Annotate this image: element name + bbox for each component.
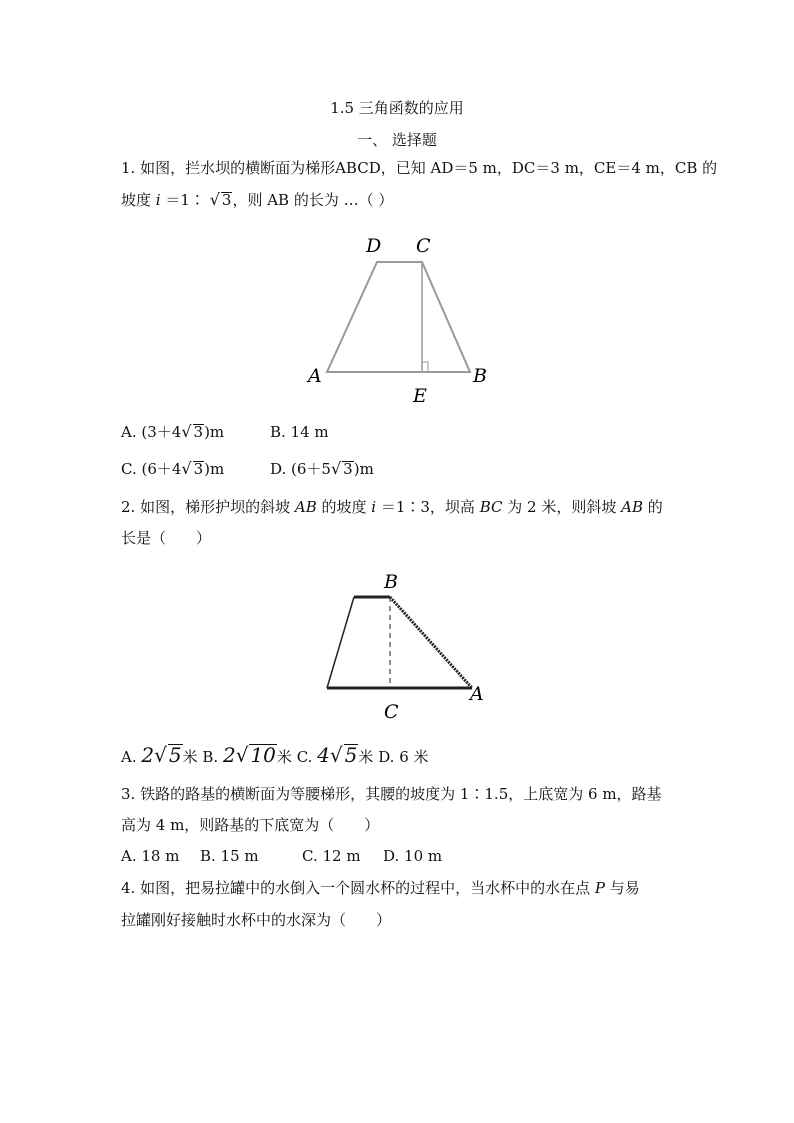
- option-text: )m: [204, 460, 225, 478]
- option-a-coef: 2: [141, 743, 155, 767]
- radicand: 3: [193, 423, 204, 441]
- radicand: 5: [344, 743, 358, 767]
- label-a: A: [470, 683, 484, 705]
- q2-text: 的坡度: [316, 498, 372, 516]
- q4-text: 与易: [604, 879, 640, 897]
- q3-option-b: B. 15 m: [200, 847, 259, 865]
- option-text: )m: [204, 423, 225, 441]
- q3-option-a: A. 18 m: [121, 847, 180, 865]
- q4-line2: 拉罐刚好接触时水杯中的水深为（ ）: [121, 911, 392, 929]
- sqrt-expression: √ 10: [235, 743, 276, 767]
- label-a: A: [308, 365, 322, 387]
- left-slope: [327, 597, 354, 688]
- q3-line2: 高为 4 m，则路基的下底宽为（ ）: [121, 816, 380, 834]
- radicand: 3: [343, 460, 353, 478]
- q2-var: AB: [621, 498, 643, 516]
- q1-option-b: B. 14 m: [270, 423, 329, 441]
- radicand: 10: [250, 743, 276, 767]
- trapezoid-abcd: [327, 262, 470, 372]
- label-b: B: [384, 571, 398, 593]
- section-heading: 一、 选择题: [357, 131, 437, 149]
- option-d: D. 6 米: [378, 748, 429, 766]
- option-a-label: A.: [121, 748, 142, 766]
- radicand: 3: [221, 191, 232, 209]
- q2-dam-figure: [310, 560, 500, 730]
- option-c-coef: 4: [317, 743, 330, 767]
- radicand: 3: [193, 460, 204, 478]
- label-c: C: [416, 235, 431, 257]
- q1-text: ＝1∶: [160, 191, 210, 209]
- sqrt-expression: √ 3: [181, 422, 204, 441]
- label-c: C: [384, 701, 399, 723]
- q1-text: ，则 AB 的长为 …（ ）: [232, 191, 394, 209]
- q2-line2: 长是（ ）: [121, 529, 212, 547]
- q1-option-d: [270, 459, 374, 479]
- radicand: 5: [168, 743, 182, 767]
- q1-line1: 1. 如图，拦水坝的横断面为梯形ABCD，已知 AD＝5 m，DC＝3 m，CE＝4 m，CB 的: [121, 159, 718, 177]
- q4-var-p: P: [594, 879, 605, 897]
- q2-var: BC: [479, 498, 503, 516]
- q2-text: 2. 如图，梯形护坝的斜坡: [121, 498, 295, 516]
- q2-text: 的: [642, 498, 663, 516]
- q2-text: 为 2 米，则斜坡: [502, 498, 622, 516]
- q4-text: 4. 如图，把易拉罐中的水倒入一个圆水杯的过程中，当水杯中的水在点: [121, 879, 595, 897]
- label-e: E: [413, 385, 427, 407]
- sqrt-expression: √ 3: [330, 459, 353, 478]
- label-d: D: [366, 235, 382, 257]
- q2-options: [121, 744, 429, 767]
- q1-line2: [121, 190, 393, 210]
- option-c-unit: 米: [358, 748, 374, 766]
- q2-text: ＝1∶3，坝高: [376, 498, 480, 516]
- sqrt-expression: √ 3: [181, 459, 204, 478]
- q4-line1: [121, 878, 640, 898]
- option-b-unit: 米: [276, 748, 292, 766]
- option-text: A. (3＋4: [121, 423, 182, 441]
- option-a-unit: 米: [182, 748, 198, 766]
- option-text: C. (6＋4: [121, 460, 182, 478]
- sqrt-expression: √ 5: [329, 743, 358, 767]
- right-angle-mark: [422, 362, 428, 372]
- option-text: D. (6＋5: [270, 460, 331, 478]
- option-c-label: C.: [296, 748, 318, 766]
- q1-var-i: i: [155, 191, 161, 209]
- option-text: )m: [353, 460, 374, 478]
- q2-var: i: [371, 498, 377, 516]
- q1-option-c: [121, 459, 224, 479]
- label-b: B: [473, 365, 487, 387]
- sqrt-expression: √ 3: [209, 190, 232, 209]
- q1-option-a: [121, 422, 224, 442]
- q1-text: 坡度: [121, 191, 156, 209]
- q2-line1: [121, 497, 663, 517]
- page-title: 1.5 三角函数的应用: [330, 99, 464, 117]
- option-b-label: B.: [202, 748, 223, 766]
- q3-line1: 3. 铁路的路基的横断面为等腰梯形，其腰的坡度为 1∶1.5，上底宽为 6 m，路基: [121, 785, 662, 803]
- q3-option-c: C. 12 m: [302, 847, 361, 865]
- slope-ab: [390, 597, 472, 688]
- q1-trapezoid-figure: [300, 228, 500, 408]
- q2-var: AB: [294, 498, 317, 516]
- sqrt-expression: √ 5: [154, 743, 182, 767]
- option-b-coef: 2: [222, 743, 236, 767]
- q3-option-d: D. 10 m: [383, 847, 443, 865]
